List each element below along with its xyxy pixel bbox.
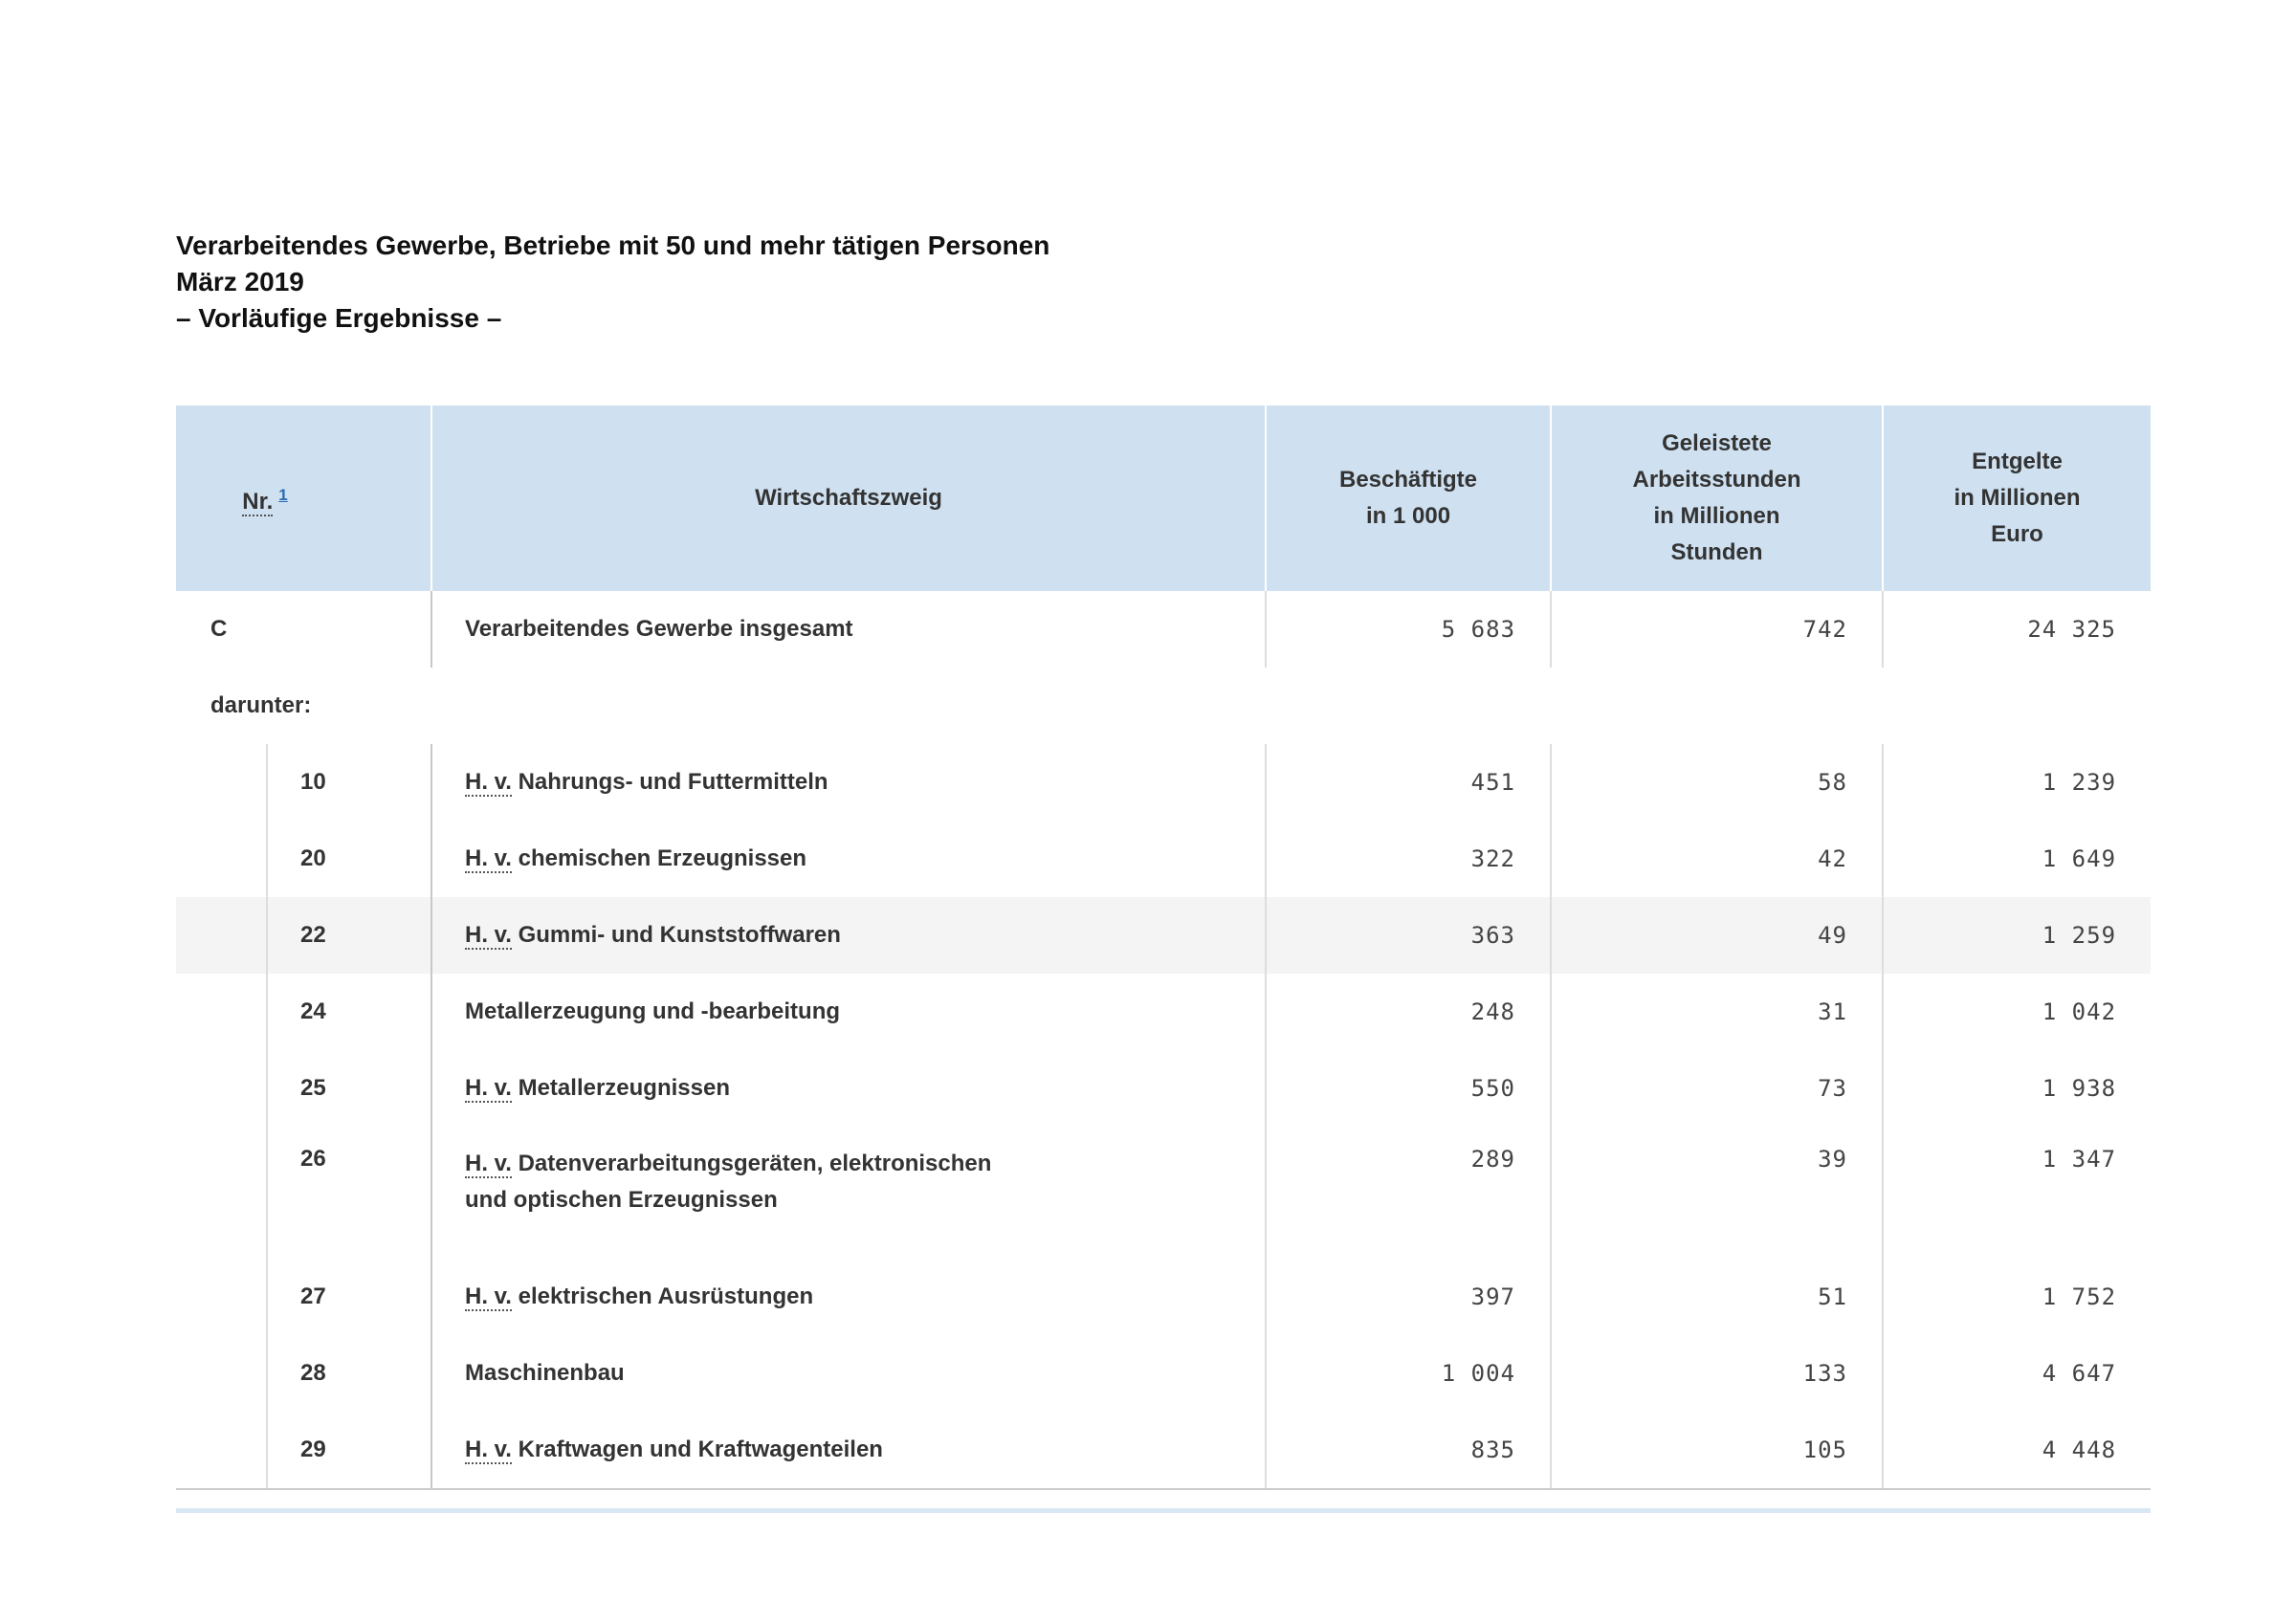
abbr-hv: H. v. [465,1437,512,1462]
cell-beschaeftigte: 322 [1266,821,1551,897]
row-name-text: elektrischen Ausrüstungen [518,1283,814,1309]
cell-beschaeftigte: 397 [1266,1259,1551,1335]
cell-beschaeftigte: 451 [1266,744,1551,821]
row-indent [176,744,267,821]
cell-beschaeftigte: 835 [1266,1412,1551,1489]
row-name [431,821,1266,897]
table-row [176,1050,2151,1127]
cell-arbeitsstunden: 49 [1551,897,1883,974]
abbr-hv: H. v. [465,922,512,948]
abbr-hv: H. v. [465,769,512,795]
row-name-line1 [465,764,1265,801]
row-name [431,1335,1266,1412]
title-line-1: Verarbeitendes Gewerbe, Betriebe mit 50 und mehr tätigen Personen [176,230,1050,260]
table-row [176,974,2151,1050]
cell-arbeitsstunden: 742 [1551,591,1883,668]
row-name-text: chemischen Erzeugnissen [518,845,807,871]
row-code: 28 [267,1335,431,1412]
header-arbeitsstunden [1551,406,1883,591]
cell-entgelte: 1 347 [1883,1127,2151,1259]
abbr-hv: H. v. [465,1151,512,1176]
abbr-hv: H. v. [465,845,512,871]
row-code: 26 [267,1127,431,1259]
row-name-text: Metallerzeugnissen [518,1075,730,1101]
abbr-hv: H. v. [465,1283,512,1309]
row-indent [176,974,267,1050]
row-name-text: Metallerzeugung und -bearbeitung [465,998,841,1024]
header-arbeitsstunden-line4: Stunden [1670,539,1763,565]
cell-arbeitsstunden: 51 [1551,1259,1883,1335]
header-entgelte-line2: in Millionen [1954,485,2081,511]
table-row-total [176,591,2151,668]
cell-arbeitsstunden: 73 [1551,1050,1883,1127]
table-title [176,228,1049,337]
header-entgelte [1883,406,2151,591]
statistics-table [176,406,2151,1490]
row-indent [176,1127,267,1259]
cell-beschaeftigte: 248 [1266,974,1551,1050]
table-row [176,821,2151,897]
row-name-line1 [465,917,1265,954]
cell-entgelte: 1 649 [1883,821,2151,897]
row-name-text: Datenverarbeitungsgeräten, elektronischen [518,1151,992,1176]
header-entgelte-line3: Euro [1991,521,2043,547]
cell-entgelte: 4 647 [1883,1335,2151,1412]
header-entgelte-line1: Entgelte [1972,449,2063,474]
row-code: C [210,616,228,642]
row-code: 24 [267,974,431,1050]
header-beschaeftigte-line2: in 1 000 [1365,503,1451,529]
row-name-text: Gummi- und Kunststoffwaren [518,922,841,948]
table-row [176,897,2151,974]
header-nr-label: Nr. [242,488,274,515]
row-name [431,1259,1266,1335]
row-name [431,744,1266,821]
row-name-line2: und optischen Erzeugnissen [465,1187,778,1213]
footnote-link[interactable]: 1 [278,485,288,504]
row-indent [176,1412,267,1489]
row-name [431,897,1266,974]
row-indent [176,1050,267,1127]
cell-entgelte: 24 325 [1883,591,2151,668]
data-rows [176,744,2151,1489]
cell-beschaeftigte: 1 004 [1266,1335,1551,1412]
row-name-line1 [465,1146,1265,1182]
cell-entgelte: 1 239 [1883,744,2151,821]
header-nr [176,406,431,591]
cell-entgelte: 4 448 [1883,1412,2151,1489]
header-arbeitsstunden-line1: Geleistete [1662,430,1772,456]
row-name-line1 [465,1432,1265,1468]
table-row [176,744,2151,821]
table-row [176,1412,2151,1489]
row-code: 29 [267,1412,431,1489]
row-indent [176,821,267,897]
row-name [431,1412,1266,1489]
cell-arbeitsstunden: 39 [1551,1127,1883,1259]
cell-arbeitsstunden: 42 [1551,821,1883,897]
cell-entgelte: 1 259 [1883,897,2151,974]
table-header-row [176,406,2151,591]
header-wirtschaftszweig: Wirtschaftszweig [431,406,1266,591]
row-name [431,1050,1266,1127]
row-code: 20 [267,821,431,897]
row-code: 27 [267,1259,431,1335]
header-beschaeftigte [1266,406,1551,591]
abbr-hv: H. v. [465,1075,512,1101]
cell-beschaeftigte: 289 [1266,1127,1551,1259]
cell-beschaeftigte: 363 [1266,897,1551,974]
cell-beschaeftigte: 550 [1266,1050,1551,1127]
statistics-table-container [176,406,2151,1490]
row-name: Verarbeitendes Gewerbe insgesamt [431,591,1266,668]
table-row [176,1259,2151,1335]
row-name [431,1127,1266,1259]
title-line-3: – Vorläufige Ergebnisse – [176,303,502,333]
row-name-line1 [465,1070,1265,1107]
row-name-text: Nahrungs- und Futtermitteln [518,769,828,795]
cell-entgelte: 1 752 [1883,1259,2151,1335]
cell-arbeitsstunden: 133 [1551,1335,1883,1412]
darunter-label: darunter: [210,692,312,718]
cell-entgelte: 1 042 [1883,974,2151,1050]
cell-arbeitsstunden: 58 [1551,744,1883,821]
cell-arbeitsstunden: 31 [1551,974,1883,1050]
table-row [176,1335,2151,1412]
cell-entgelte: 1 938 [1883,1050,2151,1127]
title-line-2: März 2019 [176,267,304,296]
row-indent [176,1335,267,1412]
header-beschaeftigte-line1: Beschäftigte [1338,467,1478,493]
cell-beschaeftigte: 5 683 [1266,591,1551,668]
row-code: 10 [267,744,431,821]
header-arbeitsstunden-line3: in Millionen [1653,503,1780,529]
table-row [176,1127,2151,1259]
row-name-line1 [465,841,1265,877]
row-name-line1 [465,1279,1265,1315]
row-name-line1 [465,994,1265,1030]
table-row-darunter [176,668,2151,744]
row-name-text: Kraftwagen und Kraftwagenteilen [518,1437,883,1462]
header-arbeitsstunden-line2: Arbeitsstunden [1632,467,1801,493]
cell-arbeitsstunden: 105 [1551,1412,1883,1489]
row-indent [176,897,267,974]
row-name-line1 [465,1355,1265,1392]
row-code: 25 [267,1050,431,1127]
table-bottom-rule [176,1508,2151,1513]
row-code: 22 [267,897,431,974]
row-name [431,974,1266,1050]
row-name-text: Maschinenbau [465,1360,625,1386]
row-indent [176,1259,267,1335]
